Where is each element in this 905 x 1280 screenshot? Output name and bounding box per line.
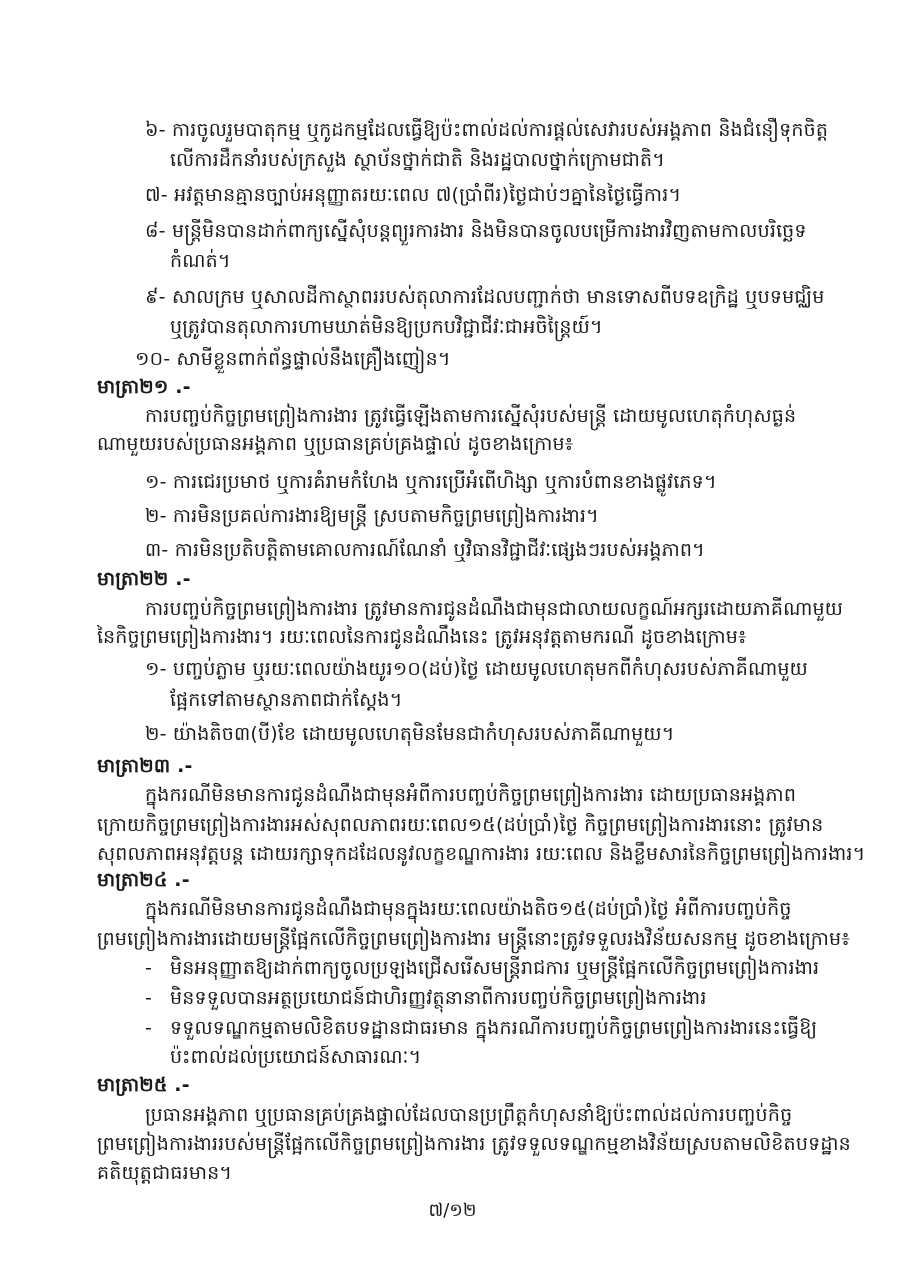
item-6-line-2: លើការដឹកនាំរបស់ក្រសួង ស្ថាប័នថ្នាក់ជាតិ និងរដ្ឋបាលថ្នាក់ក្រោមជាតិ។ — [170, 149, 665, 171]
item-6-line-1: ៦- ការចូលរួមបាតុកម្ម ឬកូដកម្មដែលធ្វើឱ្យប៉ះពាល់ដល់ការផ្តល់សេវារបស់អង្គភាព និងជំនឿទុកចិត្ត — [145, 119, 829, 141]
article-22-item-1-line-1: ១- បញ្ចប់ភ្លាម ឬរយៈពេលយ៉ាងយូរ១០(ដប់)ថ្ងៃ ដោយមូលហេតុមកពីកំហុសរបស់ភាគីណាមួយ — [145, 658, 808, 680]
article-23-body-1: ក្នុងករណីមិនមានការជូនដំណឹងជាមុនអំពីការបញ្ចប់កិច្ចព្រមព្រៀងការងារ ដោយប្រធានអង្គភាព — [145, 784, 797, 806]
article-25-body-3: គតិយុត្តជាធរមាន។ — [97, 1162, 233, 1184]
bullet-dash: - — [145, 957, 152, 979]
article-21-intro-1: ការបញ្ចប់កិច្ចព្រមព្រៀងការងារ ត្រូវធ្វើឡើងតាមការស្នើសុំរបស់មន្ត្រី ដោយមូលហេតុកំហុសធ្ងន់ — [145, 405, 797, 427]
article-21-intro-2: ណាមួយរបស់ប្រធានអង្គភាព ឬប្រធានគ្រប់គ្រងផ្ទាល់ ដូចខាងក្រោម៖ — [97, 433, 574, 455]
article-24-body-1: ក្នុងករណីមិនមានការជូនដំណឹងជាមុនក្នុងរយៈពេលយ៉ាងតិច១៥(ដប់ប្រាំ)ថ្ងៃ អំពីការបញ្ចប់កិច្ច — [145, 898, 792, 920]
item-8-line-1: ៨- មន្ត្រីមិនបានដាក់ពាក្យស្នើសុំបន្តព្យួរការងារ និងមិនបានចូលបម្រើការងារវិញតាមកាលបរិច្ឆេទ — [145, 220, 807, 242]
article-24-bullet-3-line-2: ប៉ះពាល់ដល់ប្រយោជន៍សាធារណៈ។ — [170, 1046, 422, 1068]
article-24-bullet-1: មិនអនុញ្ញាតឱ្យដាក់ពាក្យចូលប្រឡងជ្រើសរើសមន្ត្រីរាជការ ឬមន្ត្រីផ្អែកលើកិច្ចព្រមព្រៀងការងារ — [170, 957, 820, 979]
article-22-intro-2: នៃកិច្ចព្រមព្រៀងការងារ។ រយៈពេលនៃការជូនដំណឹងនេះ ត្រូវអនុវត្តតាមករណី ដូចខាងក្រោម៖ — [97, 626, 747, 648]
article-22-item-2: ២- យ៉ាងតិច៣(បី)ខែ ដោយមូលហេតុមិនមែនជាកំហុសរបស់ភាគីណាមួយ។ — [145, 723, 675, 745]
article-23-body-3: សុពលភាពអនុវត្តបន្ត ដោយរក្សាទុកដដែលនូវលក្ខខណ្ឌការងារ រយៈពេល និងខ្លឹមសារនៃកិច្ចព្រមព្រៀងការងារ។ — [97, 843, 866, 865]
article-21-item-1: ១- ការជេរប្រមាថ ឬការគំរាមកំហែង ឬការប្រើអំពើហិង្សា ឬការបំពានខាងផ្លូវភេទ។ — [145, 471, 717, 493]
article-24-heading: មាត្រា២៤ .- — [97, 869, 190, 891]
article-22-intro-1: ការបញ្ចប់កិច្ចព្រមព្រៀងការងារ ត្រូវមានការជូនដំណឹងជាមុនជាលាយលក្ខណ៍អក្សរដោយភាគីណាមួយ — [145, 598, 844, 620]
item-10-line-1: ១០- សាមីខ្លួនពាក់ព័ន្ធផ្ទាល់នឹងគ្រឿងញៀន។ — [135, 348, 451, 370]
article-22-heading: មាត្រា២២ .- — [97, 568, 191, 590]
article-22-item-1-line-2: ផ្អែកទៅតាមស្ថានភាពជាក់ស្តែង។ — [170, 689, 403, 711]
article-25-body-1: ប្រធានអង្គភាព ឬប្រធានគ្រប់គ្រងផ្ទាល់ដែលបានប្រព្រឹត្តកំហុសនាំឱ្យប៉ះពាល់ដល់ការបញ្ចប់កិច្ច — [145, 1104, 793, 1126]
item-9-line-1: ៩- សាលក្រម ឬសាលដីកាស្ថាពររបស់តុលាការដែលបញ្ជាក់ថា មានទោសពីបទឧក្រិដ្ឋ ឬបទមជ្ឈិម — [145, 286, 825, 308]
item-8-line-2: កំណត់។ — [170, 250, 231, 272]
article-24-bullet-3-line-1: ទទួលទណ្ឌកម្មតាមលិខិតបទដ្ឋានជាធរមាន ក្នុងករណីការបញ្ចប់កិច្ចព្រមព្រៀងការងារនេះធ្វើឱ្យ — [170, 1017, 818, 1039]
item-7-line-1: ៧- អវត្តមានគ្មានច្បាប់អនុញ្ញាតរយៈពេល ៧(ប្រាំពីរ)ថ្ងៃជាប់ៗគ្នានៃថ្ងៃធ្វើការ។ — [145, 184, 682, 206]
bullet-dash: - — [145, 1017, 152, 1039]
article-21-item-2: ២- ការមិនប្រគល់ការងារឱ្យមន្ត្រី ស្របតាមកិច្ចព្រមព្រៀងការងារ។ — [145, 505, 599, 527]
article-23-heading: មាត្រា២៣ .- — [97, 755, 193, 777]
article-25-heading: មាត្រា២៥ .- — [97, 1074, 190, 1096]
item-9-line-2: ឬត្រូវបានតុលាការហាមឃាត់មិនឱ្យប្រកបវិជ្ជាជីវៈជាអចិន្ត្រៃយ៍។ — [170, 316, 603, 338]
page-number: ៧/១២ — [428, 1200, 477, 1221]
article-24-body-2: ព្រមព្រៀងការងារដោយមន្ត្រីផ្អែកលើកិច្ចព្រមព្រៀងការងារ មន្ត្រីនោះត្រូវទទួលរងវិន័យសនកម្ម ដូចខាងក្រោម៖ — [97, 928, 850, 950]
article-23-body-2: ក្រោយកិច្ចព្រមព្រៀងការងារអស់សុពលភាពរយៈពេល១៥(ដប់ប្រាំ)ថ្ងៃ កិច្ចព្រមព្រៀងការងារនោះ ត្រូវមាន — [97, 814, 824, 836]
article-21-heading: មាត្រា២១ .- — [97, 376, 191, 398]
bullet-dash: - — [145, 987, 152, 1009]
article-24-bullet-2: មិនទទួលបានអត្ថប្រយោជន៍ជាហិរញ្ញវត្ថុនានាពីការបញ្ចប់កិច្ចព្រមព្រៀងការងារ — [170, 987, 707, 1009]
article-25-body-2: ព្រមព្រៀងការងាររបស់មន្ត្រីផ្អែកលើកិច្ចព្រមព្រៀងការងារ ត្រូវទទួលទណ្ឌកម្មខាងវិន័យស្របតាមលិខិតបទដ្ឋាន — [97, 1133, 851, 1155]
article-21-item-3: ៣- ការមិនប្រតិបត្តិតាមគោលការណ៍ណែនាំ ឬវិធានវិជ្ជាជីវៈផ្សេងៗរបស់អង្គភាព។ — [145, 539, 705, 561]
